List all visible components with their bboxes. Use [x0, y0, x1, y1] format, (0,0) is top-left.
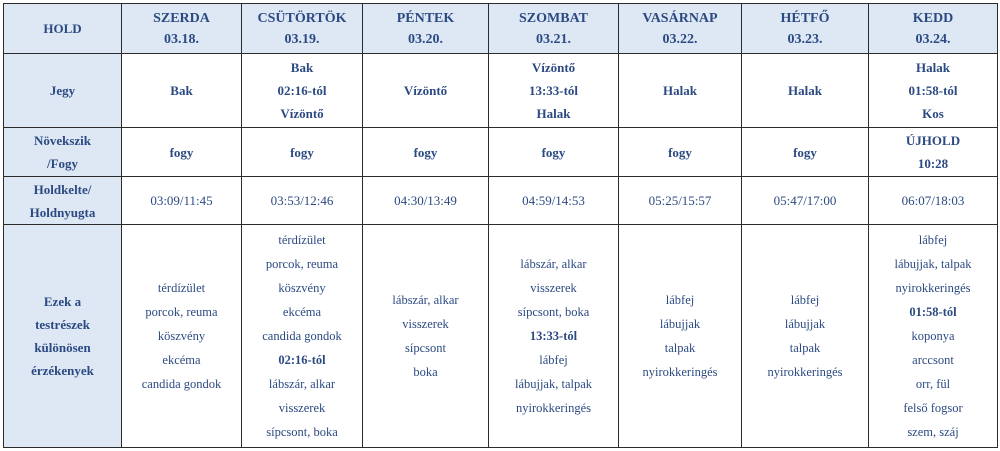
phase-line: fogy — [413, 144, 438, 160]
body-part-line: koponya — [911, 329, 955, 343]
day-date: 03.18. — [164, 31, 199, 47]
body-parts-cell — [363, 225, 489, 448]
body-part-line: lábujjak — [659, 317, 701, 331]
day-header-cell — [619, 4, 742, 54]
body-part-line: nyirokkeringés — [642, 365, 718, 379]
body-part-line: felső fogsor — [903, 401, 963, 415]
moonrise-row-label — [4, 177, 122, 225]
body-part-line: lábujjak, talpak — [894, 257, 972, 271]
sign-line: 02:16-tól — [277, 83, 327, 98]
day-header-cell — [489, 4, 619, 54]
phase-line: ÚJHOLD — [905, 133, 961, 148]
moonrise-time: 03:09/11:45 — [150, 192, 213, 208]
moonrise-cell — [363, 177, 489, 225]
day-date: 03.23. — [787, 31, 823, 47]
body-part-line: nyirokkeringés — [895, 281, 971, 295]
body-part-line: 02:16-tól — [278, 353, 326, 367]
row-label-line: Ezek a — [43, 294, 82, 309]
body-part-line: porcok, reuma — [145, 305, 218, 319]
body-part-line: visszerek — [530, 281, 577, 295]
body-part-line: lábfej — [790, 293, 820, 307]
body-part-line: ekcéma — [162, 353, 201, 367]
sign-line: Bak — [290, 60, 314, 75]
day-date: 03.21. — [536, 31, 571, 47]
body-parts-cell — [242, 225, 363, 448]
sign-line: Kos — [922, 106, 944, 121]
day-name: SZERDA — [153, 10, 210, 26]
moonrise-cell — [619, 177, 742, 225]
sign-cell — [489, 54, 619, 128]
moonrise-time: 03:53/12:46 — [270, 192, 334, 208]
day-name: PÉNTEK — [396, 10, 455, 26]
moonrise-cell — [742, 177, 869, 225]
sign-line: Halak — [788, 83, 822, 98]
day-date: 03.24. — [915, 31, 951, 47]
body-part-line: lábfej — [665, 293, 695, 307]
body-parts-row — [4, 225, 998, 448]
moonrise-time: 04:59/14:53 — [522, 192, 585, 208]
body-part-line: nyirokkeringés — [767, 365, 843, 379]
phase-cell — [619, 128, 742, 177]
body-parts-cell — [869, 225, 998, 448]
day-name: HÉTFŐ — [780, 10, 830, 26]
sign-row-label — [4, 54, 122, 128]
body-part-line: szem, száj — [907, 425, 959, 439]
body-part-line: visszerek — [402, 317, 449, 331]
sign-cell — [742, 54, 869, 128]
moonrise-cell — [122, 177, 242, 225]
sign-line: Halak — [916, 60, 950, 75]
body-part-line: lábszár, alkar — [392, 293, 459, 307]
header-row — [4, 4, 998, 54]
body-part-line: lábfej — [539, 353, 568, 367]
day-date: 03.22. — [662, 31, 698, 47]
day-header-cell — [363, 4, 489, 54]
sign-cell — [869, 54, 998, 128]
phase-row — [4, 128, 998, 177]
body-part-line: talpak — [789, 341, 821, 355]
body-part-line: köszvény — [157, 329, 206, 343]
phase-cell — [242, 128, 363, 177]
day-header-cell — [122, 4, 242, 54]
sign-line: Bak — [170, 83, 193, 98]
phase-line: fogy — [290, 144, 314, 160]
row-label-line: Jegy — [49, 83, 76, 98]
row-label-line: Holdkelte/ — [33, 181, 92, 197]
body-part-line: 01:58-tól — [909, 305, 957, 319]
body-part-line: orr, fül — [915, 377, 951, 391]
row-label-line: különösen — [34, 340, 91, 355]
day-header-cell — [869, 4, 998, 54]
body-parts-cell — [489, 225, 619, 448]
row-label-line: Növekszik — [33, 133, 92, 148]
body-part-line: lábujjak — [784, 317, 826, 331]
moonrise-time: 06:07/18:03 — [901, 192, 965, 208]
body-part-line: talpak — [664, 341, 696, 355]
day-name: CSÜTÖRTÖK — [257, 10, 347, 26]
phase-cell — [122, 128, 242, 177]
sign-cell — [242, 54, 363, 128]
sign-cell — [363, 54, 489, 128]
day-header-cell — [242, 4, 363, 54]
phase-line: fogy — [541, 144, 566, 160]
body-part-line: ekcéma — [282, 305, 322, 319]
moonrise-time: 05:47/17:00 — [773, 192, 837, 208]
body-part-line: boka — [413, 365, 438, 379]
phase-line: fogy — [169, 144, 194, 160]
moon-calendar-table — [3, 3, 998, 448]
body-parts-cell — [122, 225, 242, 448]
body-part-line: köszvény — [278, 281, 326, 295]
body-part-line: sípcsont, boka — [517, 305, 590, 319]
body-part-line: sípcsont, boka — [266, 425, 338, 439]
sign-row — [4, 54, 998, 128]
phase-row-label — [4, 128, 122, 177]
day-date: 03.19. — [284, 31, 320, 47]
day-header-cell — [742, 4, 869, 54]
row-label-line: testrészek — [35, 317, 90, 332]
sign-cell — [619, 54, 742, 128]
moonrise-cell — [242, 177, 363, 225]
row-label-line: Holdnyugta — [29, 204, 96, 220]
moonrise-cell — [869, 177, 998, 225]
sign-line: Vízöntő — [403, 83, 448, 98]
moonrise-cell — [489, 177, 619, 225]
body-part-line: candida gondok — [262, 329, 342, 343]
body-part-line: visszerek — [278, 401, 326, 415]
moonrise-row — [4, 177, 998, 225]
body-part-line: porcok, reuma — [265, 257, 339, 271]
sign-cell — [122, 54, 242, 128]
phase-line: fogy — [668, 144, 692, 160]
body-parts-row-label — [4, 225, 122, 448]
corner-cell — [4, 4, 122, 54]
sign-line: Vízöntő — [280, 106, 324, 121]
sign-line: Halak — [663, 83, 697, 98]
day-name: SZOMBAT — [519, 10, 588, 26]
moonrise-time: 04:30/13:49 — [394, 192, 457, 208]
body-part-line: sípcsont — [405, 341, 446, 355]
sign-line: Halak — [536, 106, 571, 121]
body-part-line: 13:33-tól — [529, 329, 578, 343]
sign-line: 13:33-tól — [528, 83, 579, 98]
body-part-line: lábujjak, talpak — [514, 377, 593, 391]
body-parts-cell — [742, 225, 869, 448]
sign-line: 01:58-tól — [908, 83, 958, 98]
moonrise-time: 05:25/15:57 — [648, 192, 712, 208]
day-name: KEDD — [912, 10, 954, 26]
sign-line: Vízöntő — [531, 60, 576, 75]
phase-cell — [742, 128, 869, 177]
row-label-line: /Fogy — [46, 156, 79, 171]
row-label-line: érzékenyek — [31, 363, 94, 378]
body-part-line: nyirokkeringés — [516, 401, 591, 415]
body-part-line: lábfej — [918, 233, 948, 247]
body-part-line: lábszár, alkar — [268, 377, 336, 391]
body-parts-cell — [619, 225, 742, 448]
phase-cell — [363, 128, 489, 177]
phase-line: 10:28 — [917, 156, 949, 171]
body-part-line: térdízület — [278, 233, 326, 247]
body-part-line: térdízület — [157, 281, 206, 295]
phase-cell — [869, 128, 998, 177]
phase-cell — [489, 128, 619, 177]
body-part-line: arccsont — [912, 353, 954, 367]
day-name: VASÁRNAP — [642, 10, 718, 26]
day-date: 03.20. — [408, 31, 443, 47]
phase-line: fogy — [793, 144, 817, 160]
corner-label: HOLD — [43, 21, 82, 36]
body-part-line: lábszár, alkar — [520, 257, 587, 271]
body-part-line: candida gondok — [141, 377, 222, 391]
